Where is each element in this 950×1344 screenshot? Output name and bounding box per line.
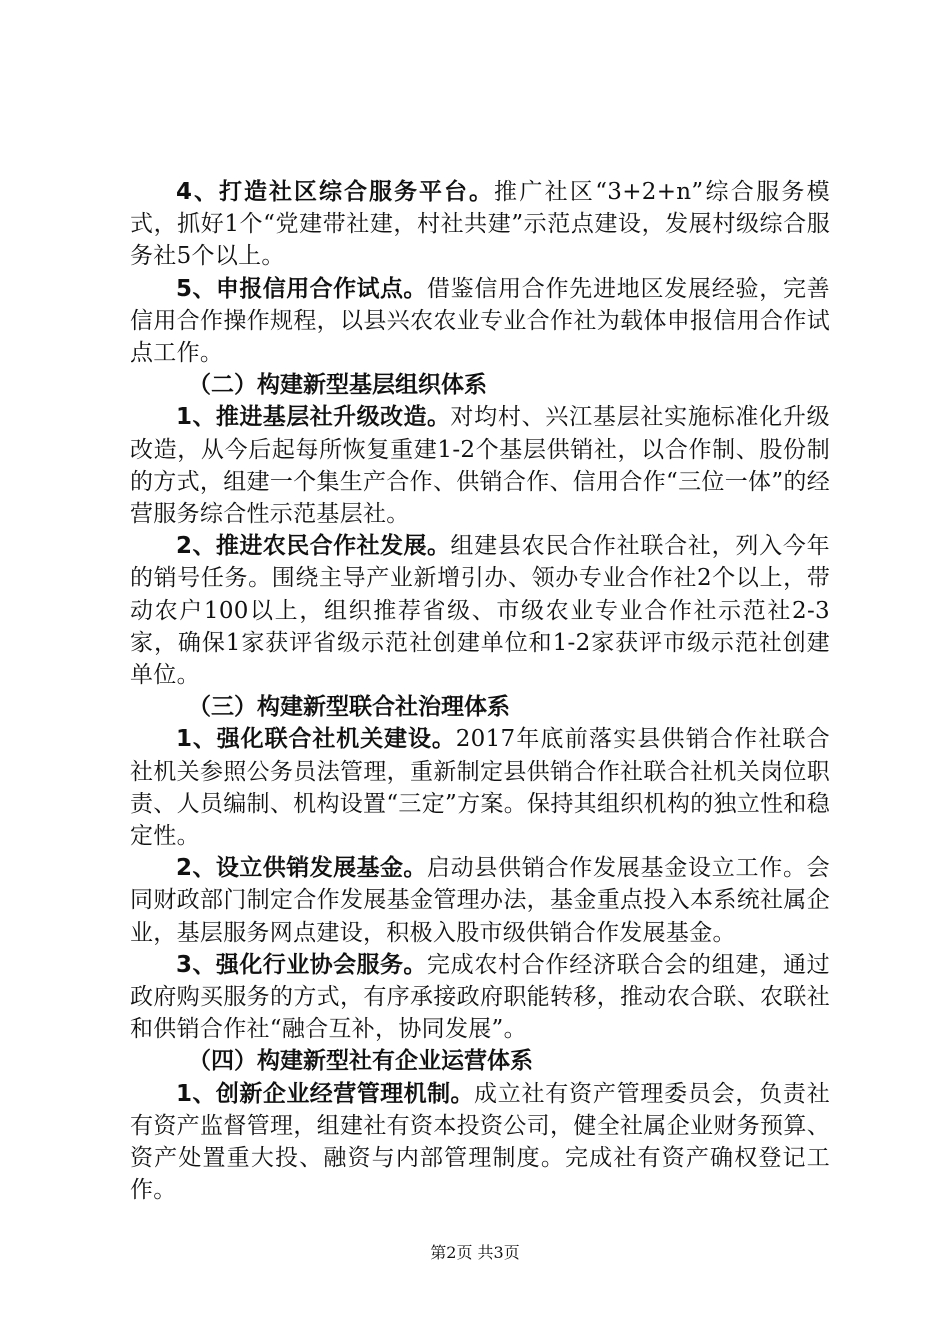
item-text: 2017年底前落实县供销合作社联合社机关参照公务员法管理，重新制定县供销合作社联合社机关岗位职责、人员编制、机构设置“三定”方案。保持其组织机构的独立性和稳定性。 (130, 726, 830, 850)
paragraph (130, 1078, 830, 1207)
paragraph (130, 401, 830, 530)
section-heading: （三）构建新型联合社治理体系 (188, 694, 510, 721)
page-footer: 第2页 共3页 (430, 1243, 520, 1262)
item-heading: 1、创新企业经营管理机制。 (176, 1080, 475, 1107)
document-body (130, 176, 830, 1207)
paragraph (130, 273, 830, 370)
paragraph (130, 176, 830, 273)
paragraph (130, 723, 830, 852)
item-text: 启动县供销合作发展基金设立工作。会同财政部门制定合作发展基金管理办法，基金重点投入本系统社属企业，基层服务网点建设，积极入股市级供销合作发展基金。 (130, 855, 830, 946)
item-text: 成立社有资产管理委员会，负责社有资产监督管理，组建社有资本投资公司，健全社属企业财务预算、资产处置重大投、融资与内部管理制度。完成社有资产确权登记工作。 (130, 1080, 830, 1204)
item-heading: 3、强化行业协会服务。 (176, 951, 427, 978)
item-text: 组建县农民合作社联合社，列入今年的销号任务。围绕主导产业新增引办、领办专业合作社2个以上，带动农户100以上，组织推荐省级、市级农业专业合作社示范社2-3家，确保1家获评省级示范社创建单位和1-2家获评市级示范社创建单位。 (130, 533, 830, 689)
item-text: 推广社区“3+2+n”综合服务模式，抓好1个“党建带社建，村社共建”示范点建设，发展村级综合服务社5个以上。 (130, 179, 830, 270)
paragraph (130, 530, 830, 691)
item-text: 完成农村合作经济联合会的组建，通过政府购买服务的方式，有序承接政府职能转移，推动农合联、农联社和供销合作社“融合互补，协同发展”。 (130, 951, 830, 1043)
section-heading: （四）构建新型社有企业运营体系 (188, 1048, 533, 1075)
item-heading: 2、推进农民合作社发展。 (176, 533, 451, 560)
item-heading: 4、打造社区综合服务平台。 (176, 179, 495, 205)
item-heading: 5、申报信用合作试点。 (176, 275, 427, 302)
item-text: 对均村、兴江基层社实施标准化升级改造，从今后起每所恢复重建1-2个基层供销社，以合作制、股份制的方式，组建一个集生产合作、供销合作、信用合作“三位一体”的经营服务综合性示范基层社。 (130, 404, 830, 528)
item-text: 借鉴信用合作先进地区发展经验，完善信用合作操作规程，以县兴农农业专业合作社为载体申报信用合作试点工作。 (130, 275, 830, 367)
paragraph (130, 852, 830, 949)
paragraph (130, 949, 830, 1046)
item-heading: 1、强化联合社机关建设。 (176, 726, 456, 753)
item-heading: 1、推进基层社升级改造。 (176, 404, 451, 431)
item-heading: 2、设立供销发展基金。 (176, 855, 427, 882)
section-heading: （二）构建新型基层组织体系 (188, 372, 487, 399)
